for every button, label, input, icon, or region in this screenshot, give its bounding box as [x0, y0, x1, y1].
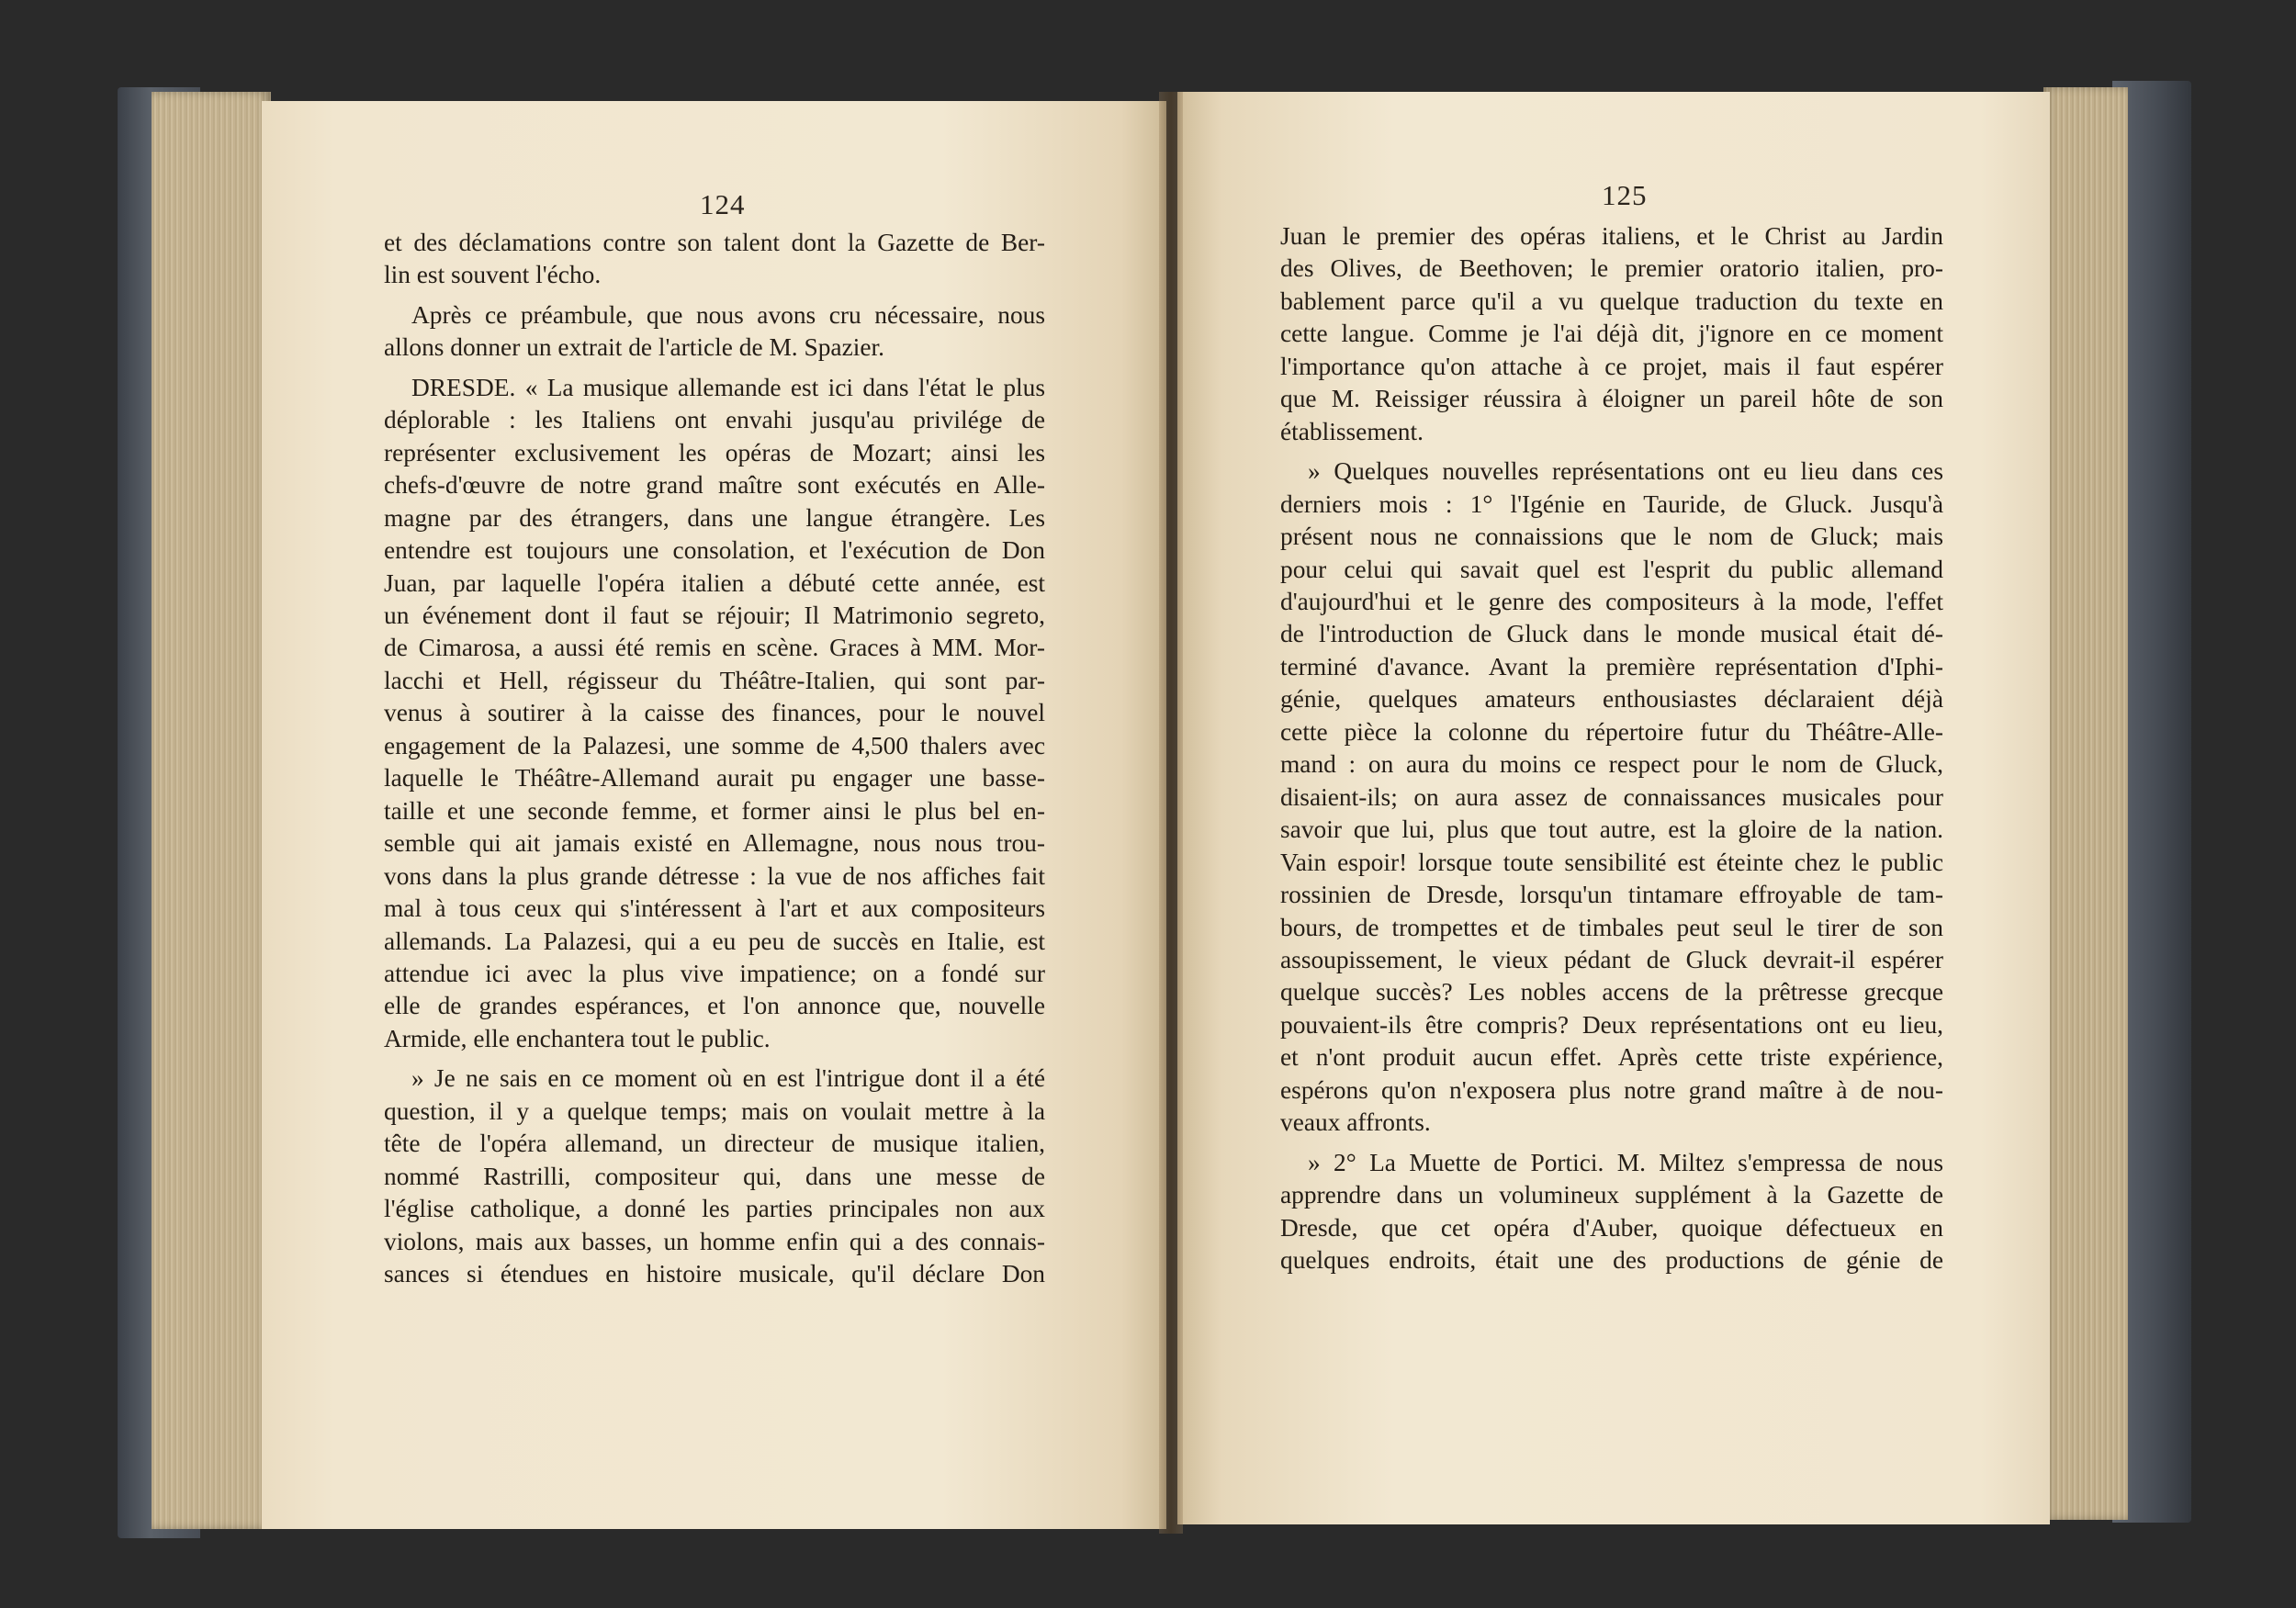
left-page-number: 124 [700, 188, 746, 220]
text-line: sances si étendues en histoire musicale, qu'il déclare Don [384, 1260, 1045, 1288]
text-line: des Olives, de Beethoven; le premier oratorio italien, pro- [1280, 254, 1943, 283]
text-line: Armide, elle enchantera tout le public. [384, 1024, 771, 1052]
text-line: attendue ici avec la plus vive impatience; on a fondé sur [384, 959, 1045, 987]
text-line: taille et une seconde femme, et former ainsi le plus bel en- [384, 796, 1045, 825]
text-line: bours, de trompettes et de timbales peut seul le tirer de son [1280, 913, 1943, 941]
text-line: allons donner un extrait de l'article de M. Spazier. [384, 333, 884, 362]
text-line: l'importance qu'on attache à ce projet, mais il faut espérer [1280, 352, 1943, 380]
text-line: cette pièce la colonne du répertoire futur du Théâtre-Alle- [1280, 717, 1943, 746]
text-line: un événement dont il faut se réjouir; Il Matrimonio segreto, [384, 601, 1045, 629]
text-line: semble qui ait jamais existé en Allemagne, nous nous trou- [384, 829, 1045, 858]
text-line: question, il y a quelque temps; mais on voulait mettre à la [384, 1096, 1045, 1125]
text-line: » 2° La Muette de Portici. M. Miltez s'empressa de nous [1308, 1148, 1943, 1176]
text-line: représenter exclusivement les opéras de Mozart; ainsi les [384, 438, 1045, 467]
right-page-text [1280, 220, 1943, 1277]
text-line: quelque succès? Les nobles accens de la prêtresse grecque [1280, 978, 1943, 1006]
text-line: venus à soutirer à la caisse des finances, pour le nouvel [384, 699, 1045, 727]
text-line: disaient-ils; on aura assez de connaissances musicales pour [1280, 782, 1943, 811]
text-line: présent nous ne connaissions que le nom de Gluck; mais [1280, 523, 1943, 551]
text-line: laquelle le Théâtre-Allemand aurait pu engager une basse- [384, 764, 1045, 793]
text-line: pouvaient-ils être compris? Deux représentations ont eu lieu, [1280, 1010, 1943, 1039]
text-line: quelques endroits, était une des productions de génie de [1280, 1246, 1943, 1275]
text-line: » Je ne sais en ce moment où en est l'intrigue dont il a été [411, 1064, 1045, 1093]
text-line: terminé d'avance. Avant la première représentation d'Iphi- [1280, 652, 1943, 680]
book-gutter [1159, 92, 1183, 1534]
text-line: espérons qu'on n'exposera plus notre grand maître à de nou- [1280, 1075, 1943, 1104]
text-line: veaux affronts. [1280, 1108, 1431, 1137]
text-line: » Quelques nouvelles représentations ont eu lieu dans ces [1308, 457, 1943, 486]
text-line: Juan, par laquelle l'opéra italien a débuté cette année, est [384, 568, 1045, 597]
text-line: d'aujourd'hui et le genre des compositeurs à la mode, l'effet [1280, 587, 1943, 615]
right-page-number: 125 [1602, 179, 1648, 211]
text-line: chefs-d'œuvre de notre grand maître sont exécutés en Alle- [384, 471, 1045, 500]
text-line: génie, quelques amateurs enthousiastes déclaraient déjà [1280, 685, 1943, 714]
left-page-text [384, 227, 1045, 1291]
text-line: bablement parce qu'il a vu quelque traduction du texte en [1280, 287, 1943, 315]
text-line: pour celui qui savait quel est l'esprit du public allemand [1280, 555, 1943, 583]
text-line: savoir que lui, plus que tout autre, est la gloire de la nation. [1280, 815, 1943, 844]
text-line: que M. Reissiger réussira à éloigner un pareil hôte de son [1280, 385, 1943, 413]
right-page-edges [2043, 87, 2128, 1520]
text-line: de Cimarosa, a aussi été remis en scène. Graces à MM. Mor- [384, 634, 1045, 662]
text-line: allemands. La Palazesi, qui a eu peu de succès en Italie, est [384, 927, 1045, 955]
text-line: Vain espoir! lorsque toute sensibilité est éteinte chez le public [1280, 848, 1943, 876]
text-line: et n'ont produit aucun effet. Après cette triste expérience, [1280, 1043, 1943, 1072]
text-line: tête de l'opéra allemand, un directeur de musique italien, [384, 1130, 1045, 1158]
text-line: DRESDE. « La musique allemande est ici dans l'état le plus [411, 373, 1045, 401]
text-line: cette langue. Comme je l'ai déjà dit, j'ignore en ce moment [1280, 320, 1943, 348]
text-line: Juan le premier des opéras italiens, et le Christ au Jardin [1280, 222, 1943, 250]
text-line: déplorable : les Italiens ont envahi jusqu'au privilége de [384, 406, 1045, 434]
text-line: derniers mois : 1° l'Igénie en Tauride, de Gluck. Jusqu'à [1280, 489, 1943, 518]
text-line: et des déclamations contre son talent dont la Gazette de Ber- [384, 229, 1045, 256]
left-page-edges [152, 92, 271, 1529]
text-line: elle de grandes espérances, et l'on annonce que, nouvelle [384, 992, 1045, 1020]
text-line: magne par des étrangers, dans une langue étrangère. Les [384, 503, 1045, 532]
text-line: nommé Rastrilli, compositeur qui, dans une messe de [384, 1162, 1045, 1190]
text-line: Après ce préambule, que nous avons cru nécessaire, nous [411, 300, 1045, 329]
text-line: établissement. [1280, 417, 1424, 445]
text-line: vons dans la plus grande détresse : la vue de nos affiches fait [384, 861, 1045, 890]
text-line: mal à tous ceux qui s'intéressent à l'art et aux compositeurs [384, 894, 1045, 923]
text-line: l'église catholique, a donné les parties principales non aux [384, 1195, 1045, 1223]
text-line: lin est souvent l'écho. [384, 261, 602, 289]
text-line: rossinien de Dresde, lorsqu'un tintamare effroyable de tam- [1280, 881, 1943, 909]
text-line: engagement de la Palazesi, une somme de 4,500 thalers avec [384, 731, 1045, 759]
text-line: Dresde, que cet opéra d'Auber, quoique défectueux en [1280, 1213, 1943, 1242]
text-line: mand : on aura du moins ce respect pour le nom de Gluck, [1280, 750, 1943, 779]
text-line: apprendre dans un volumineux supplément à la Gazette de [1280, 1181, 1943, 1209]
text-line: lacchi et Hell, régisseur du Théâtre-Italien, qui sont par- [384, 666, 1045, 694]
text-line: de l'introduction de Gluck dans le monde musical était dé- [1280, 620, 1943, 648]
text-line: assoupissement, le vieux pédant de Gluck devrait-il espérer [1280, 945, 1943, 973]
text-line: entendre est toujours une consolation, et l'exécution de Don [384, 536, 1045, 565]
text-line: violons, mais aux basses, un homme enfin qui a des connais- [384, 1227, 1045, 1255]
